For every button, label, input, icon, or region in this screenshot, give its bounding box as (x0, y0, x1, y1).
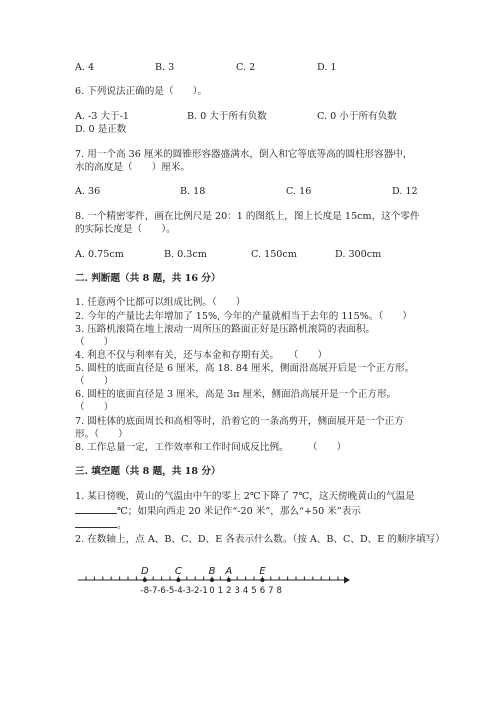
section-2-title: 二. 判断题（共 8 题，共 16 分） (75, 273, 221, 284)
tick-label: -1 (199, 586, 208, 596)
judge-line-7: （ ） (75, 376, 114, 387)
q8-option-a: A. 0.75cm (75, 249, 124, 260)
point-d-dot (143, 578, 147, 582)
judge-line-1: 1. 任意两个比都可以组成比例。（ ） (75, 297, 246, 308)
judge-line-8: 6. 圆柱的底面直径是 3 厘米，高是 3π 厘米，侧面沿高展开是一个正方形。 (75, 389, 397, 400)
tick-label: 3 (234, 586, 240, 596)
q8-option-b: B. 0.3cm (164, 249, 207, 260)
point-c-dot (176, 578, 180, 582)
fill-q1-line-1: 1. 某日傍晚，黄山的气温由中午的零上 2℃下降了 7℃，这天傍晚黄山的气温是 (75, 491, 415, 502)
q6-option-b: B. 0 大于所有负数 (187, 111, 267, 122)
judge-line-6: 5. 圆柱的底面直径是 6 厘米，高 18. 84 厘米，侧面沿高展开后是一个正方形。 (75, 363, 415, 374)
answer-blank[interactable] (75, 505, 117, 514)
judge-line-10: 7. 圆柱体的底面周长和高相等时，沿着它的一条高剪开，侧面展开是一个正方 (75, 416, 404, 427)
q6-option-c: C. 0 小于所有负数 (317, 111, 397, 122)
tick-label: 1 (217, 586, 224, 596)
q8-option-d: D. 300cm (335, 249, 382, 260)
tick-label: -4 (174, 586, 183, 596)
judge-line-4: （ ） (75, 337, 114, 348)
tick-label: 4 (242, 586, 249, 596)
q5-option-c: C. 2 (236, 62, 256, 73)
q6-stem: 6. 下列说法正确的是（ ）。 (75, 86, 208, 97)
point-b-dot (210, 578, 214, 582)
q8-line-2: 的实际长度是（ ）。 (75, 224, 176, 235)
q7-line-2: 水的高度是（ ）厘米。 (75, 162, 191, 173)
judge-line-5: 4. 利息不仅与利率有关，还与本金和存期有关。 （ ） (75, 350, 328, 361)
q8-line-1: 8. 一个精密零件，画在比例尺是 20：1 的图纸上，图上长度是 15cm，这个零件 (75, 211, 420, 222)
q7-option-c: C. 16 (286, 186, 312, 197)
point-c-label: C (174, 566, 182, 577)
tick-label: 8 (276, 586, 282, 596)
point-d-label: D (140, 566, 149, 577)
q6-option-d: D. 0 是正数 (75, 124, 127, 135)
tick-label: -2 (190, 586, 200, 596)
point-a-label: A (225, 566, 233, 577)
answer-blank[interactable] (75, 519, 117, 528)
judge-line-9: （ ） (75, 402, 114, 413)
judge-line-12: 8. 工作总量一定，工作效率和工作时间成反比例。 （ ） (75, 442, 347, 453)
tick-label: -7 (148, 586, 158, 596)
tick-label: 2 (226, 586, 232, 596)
tick-label: -6 (157, 586, 166, 596)
point-e-label: E (259, 566, 266, 577)
q5-option-a: A. 4 (75, 62, 95, 73)
number-line (0, 560, 500, 610)
point-e-dot (260, 578, 264, 582)
judge-line-3: 3. 压路机滚筒在地上滚动一周所压的路面正好是压路机滚筒的表面积。 (75, 324, 376, 335)
q7-option-d: D. 12 (392, 186, 418, 197)
fill-q1-text-b: ℃；如果向西走 20 米记作“-20 米”，那么“+50 米”表示 (117, 506, 361, 517)
tick-label: 6 (259, 586, 266, 596)
section-3-title: 三. 填空题（共 8 题，共 18 分） (75, 466, 221, 477)
q5-option-d: D. 1 (317, 62, 337, 73)
fill-q1-line-2 (75, 505, 361, 518)
fill-q2-line: 2. 在数轴上，点 A、B、C、D、E 各表示什么数。（按 A、B、C、D、E 的顺序填写） (75, 534, 445, 545)
q8-option-c: C. 150cm (251, 249, 297, 260)
point-b-label: B (208, 566, 216, 577)
tick-label: -3 (182, 586, 192, 596)
q6-option-a: A. -3 大于-1 (75, 111, 129, 122)
tick-label: 7 (268, 586, 274, 596)
tick-label: 0 (209, 586, 215, 596)
tick-label: 5 (251, 586, 257, 596)
fill-q1-text-c: 。 (117, 520, 127, 531)
tick-label: -5 (165, 586, 175, 596)
fill-q1-line-3 (75, 519, 127, 532)
point-a-dot (227, 578, 231, 582)
q5-option-b: B. 3 (155, 62, 175, 73)
q7-option-a: A. 36 (75, 186, 101, 197)
tick-label: -8 (140, 586, 150, 596)
q7-line-1: 7. 用一个高 36 厘米的圆锥形容器盛满水，倒入和它等底等高的圆柱形容器中， (75, 149, 413, 160)
judge-line-2: 2. 今年的产量比去年增加了 15%, 今年的产量就相当于去年的 115%。（ ） (75, 311, 412, 322)
judge-line-11: 形。（ ） (75, 429, 128, 440)
q7-option-b: B. 18 (180, 186, 206, 197)
